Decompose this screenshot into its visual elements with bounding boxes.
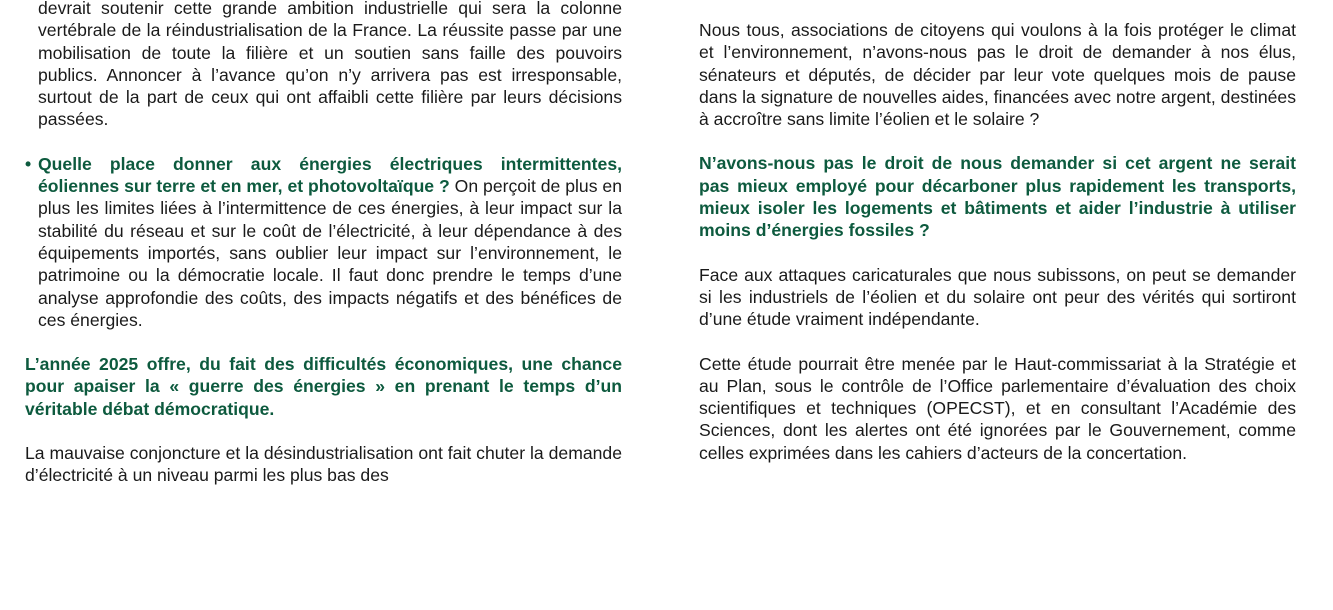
right-column [699,0,1296,464]
closing-paragraph: La mauvaise conjoncture et la désindustrialisation ont fait chuter la demande d’électricité à un niveau parmi les plus bas des [25,443,622,486]
left-heading: L’année 2025 offre, du fait des difficultés économiques, une chance pour apaiser la « guerre des énergies » en prenant le temps d’un véritable débat démocratique. [25,354,622,419]
left-column [25,0,622,487]
right-paragraph-2: Face aux attaques caricaturales que nous subissons, on peut se demander si les industriels de l’éolien et du solaire ont peur des vérités qui sortiront d’une étude vraiment indépendante. [699,264,1296,330]
intro-paragraph: devrait soutenir cette grande ambition industrielle qui sera la colonne vertébrale de la réindustrialisation de la France. La réussite passe par une mobilisation de toute la filière et un soutien sans faille des pouvoirs publics. Annoncer à l’avance qu’on n’y arrivera pas est irresponsable, surtout de la part de ceux qui ont affaibli cette filière par leurs décisions passées. [38,0,622,130]
bullet-item-intermittent-energies [25,153,622,331]
right-paragraph-1: Nous tous, associations de citoyens qui voulons à la fois protéger le climat et l’environnement, n’avons-nous pas le droit de demander à nos élus, sénateurs et députés, de décider par leur vote quelques mois de pause dans la signature de nouvelles aides, financées avec notre argent, destinées à accroître sans limite l’éolien et le solaire ? [699,20,1296,130]
right-heading: N’avons-nous pas le droit de nous demander si cet argent ne serait pas mieux employé pour décarboner plus rapidement les transports, mieux isoler les logements et bâtiments et aider l’industrie à utiliser moins d’énergies fossiles ? [699,153,1296,241]
bullet-marker: • [25,153,32,174]
bullet-question: Quelle place donner aux énergies électriques intermittentes, éoliennes sur terre et en mer, et photovoltaïque ? [38,153,622,197]
bullet-text: On perçoit de plus en plus les limites liées à l’intermittence de ces énergies, à leur impact sur la stabilité du réseau et sur le coût de l’électricité, à leur dépendance à des équipements importés, sans oublier leur impact sur l’environnement, le patrimoine ou la démocratie locale. Il faut donc prendre le temps d’une analyse approfondie des coûts, des impacts négatifs et des bénéfices de ces énergies. [38,176,622,330]
bullet-paragraph [38,153,622,331]
right-paragraph-3: Cette étude pourrait être menée par le Haut-commissariat à la Stratégie et au Plan, sous le contrôle de l’Office parlementaire d’évaluation des choix scientifiques et techniques (OPECST), et en consultant l’Académie des Sciences, dont les alertes ont été ignorées par le Gouvernement, comme celles exprimées dans les cahiers d’acteurs de la concertation. [699,353,1296,463]
